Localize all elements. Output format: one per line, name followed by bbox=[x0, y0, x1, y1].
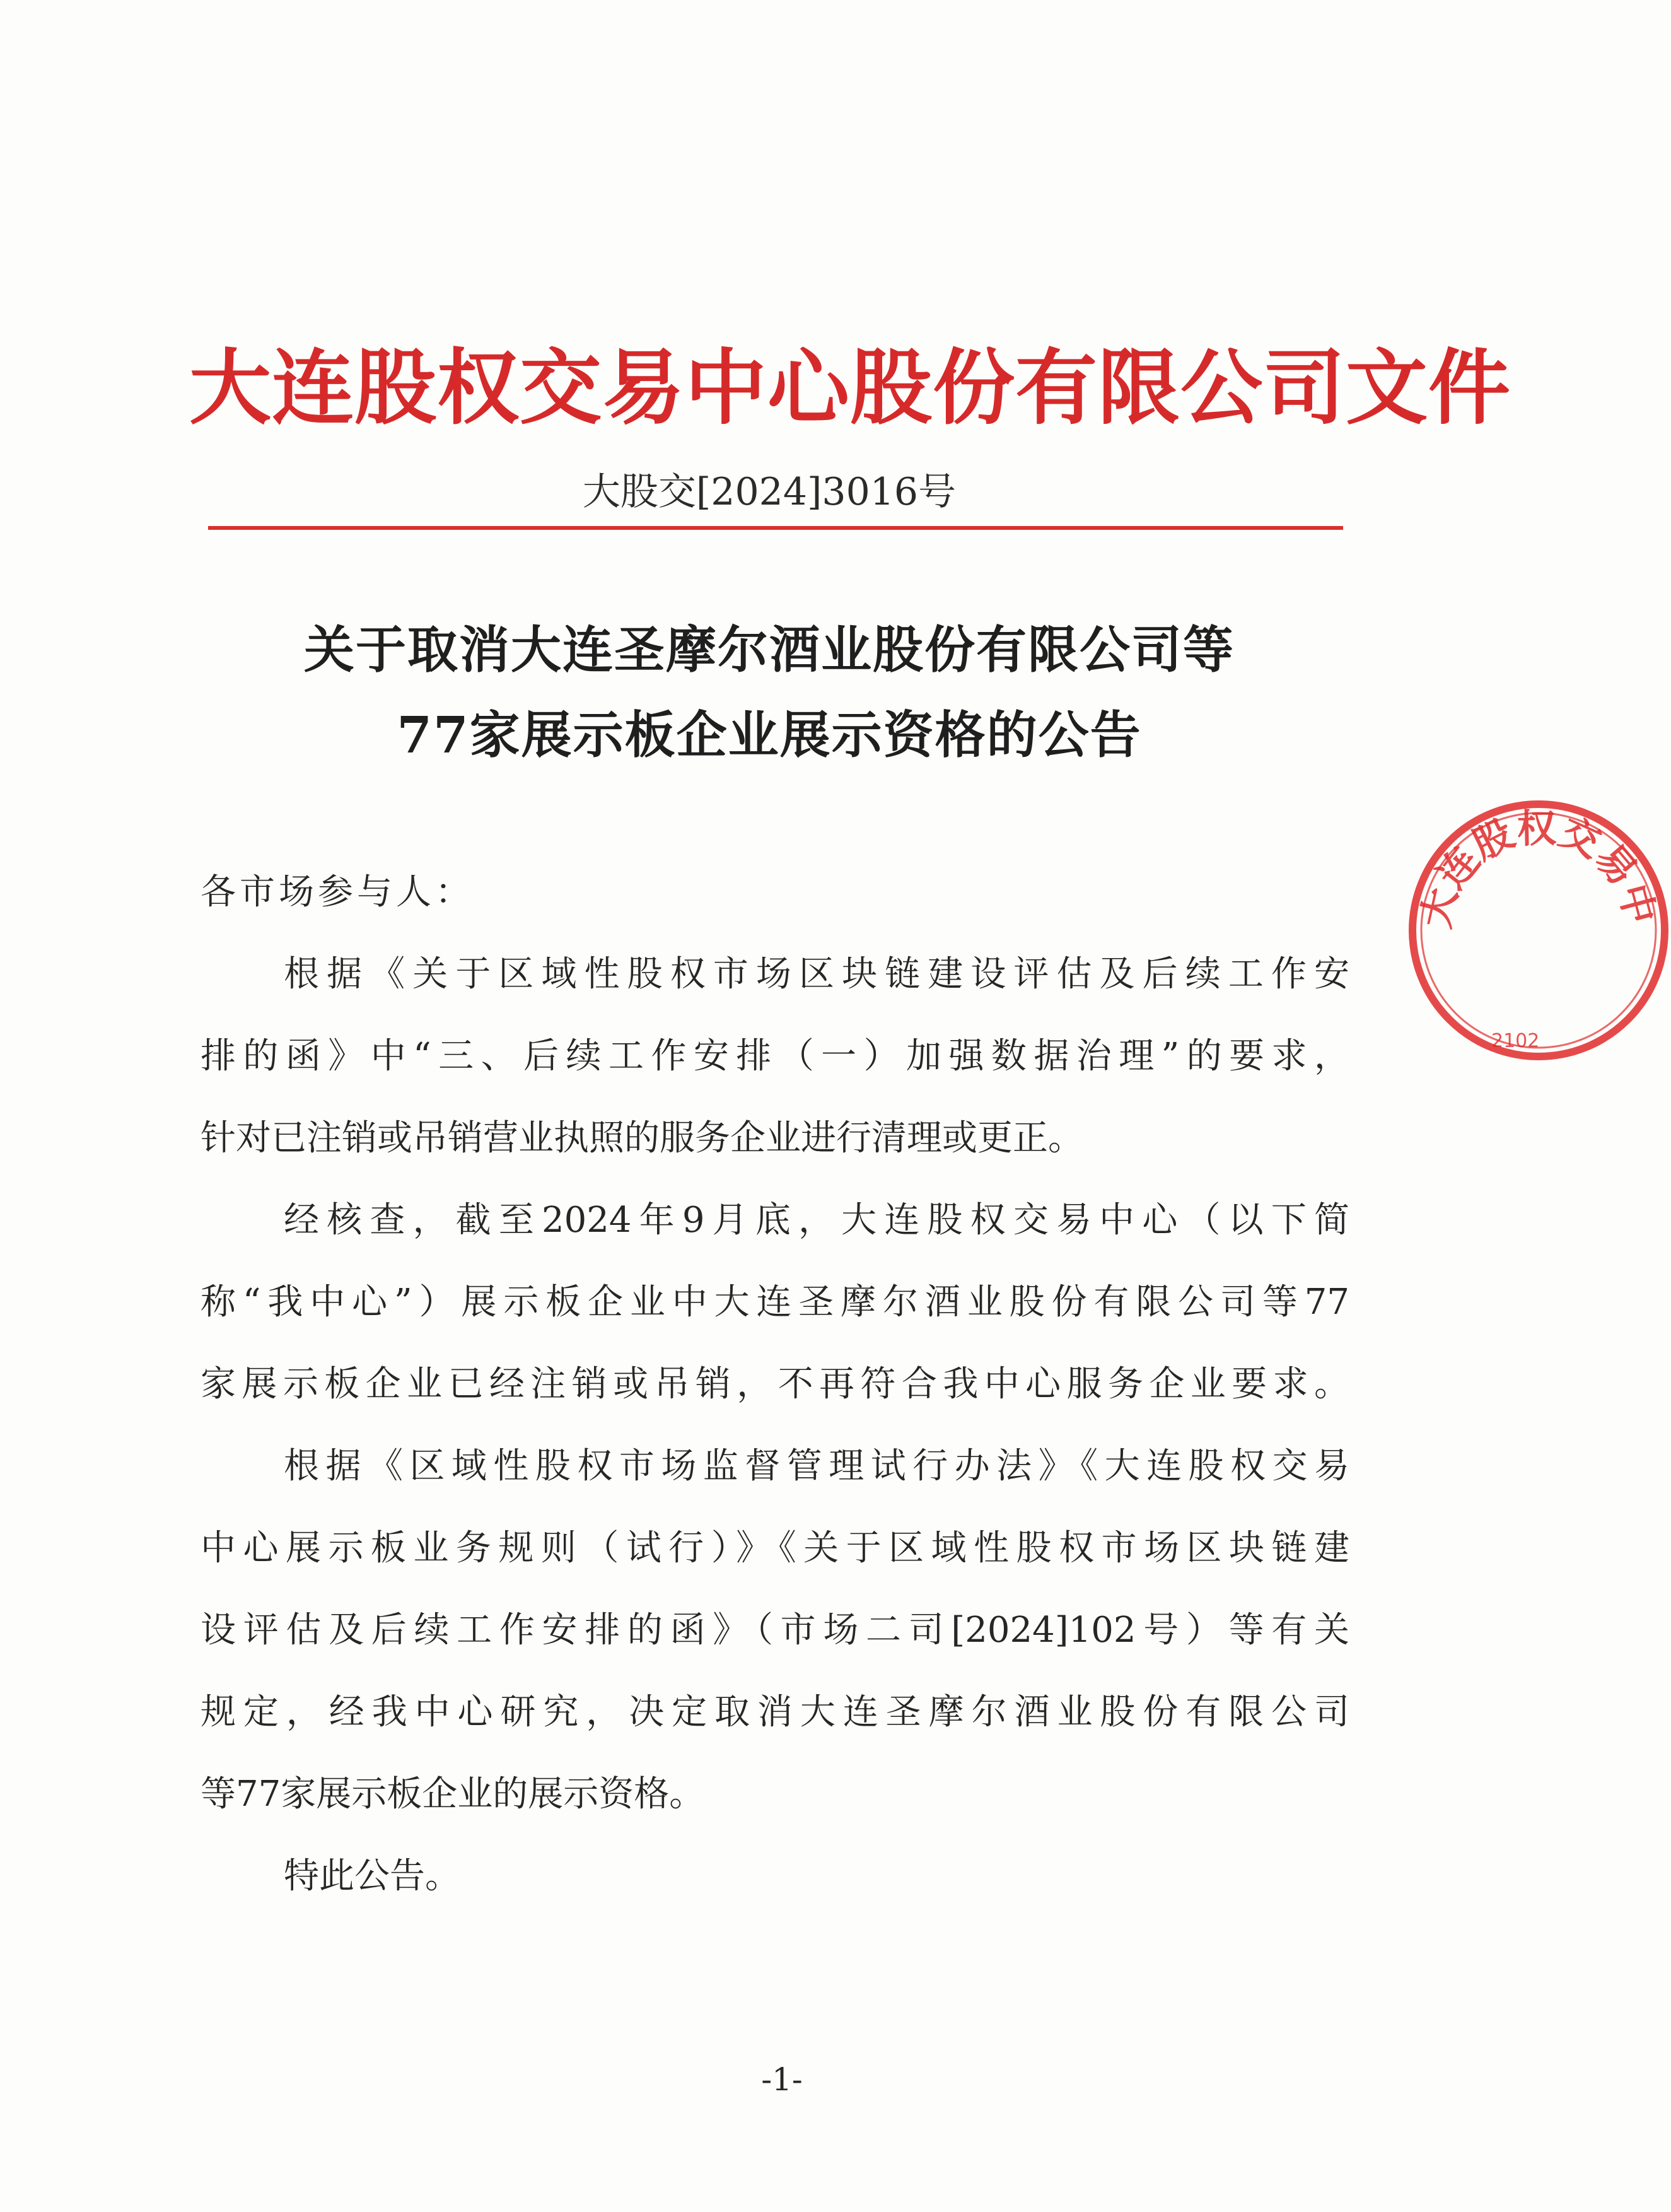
closing-line: 特此公告。 bbox=[284, 1856, 460, 1897]
paragraph-3-line-5: 等77家展示板企业的展示资格。 bbox=[201, 1774, 705, 1815]
paragraph-2-line-1: 经核查，截至2024年9月底，大连股权交易中心（以下简 bbox=[284, 1200, 1349, 1241]
salutation: 各市场参与人： bbox=[201, 872, 474, 913]
document-number: 大股交[2024]3016号 bbox=[582, 470, 957, 514]
page-number: -1- bbox=[761, 2061, 803, 2098]
red-divider-line bbox=[208, 526, 1343, 530]
official-seal-stamp bbox=[1406, 798, 1671, 1063]
announcement-title-line-2: 77家展示板企业展示资格的公告 bbox=[397, 705, 1142, 764]
masthead-title: 大连股权交易中心股份有限公司文件 bbox=[189, 340, 1511, 436]
paragraph-3-line-2: 中心展示板业务规则（试行）》《关于区域性股权市场区块链建 bbox=[201, 1528, 1349, 1569]
paragraph-3-line-1: 根据《区域性股权市场监督管理试行办法》《大连股权交易 bbox=[284, 1446, 1349, 1487]
announcement-title-line-1: 关于取消大连圣摩尔酒业股份有限公司等 bbox=[304, 620, 1235, 679]
paragraph-2-line-3: 家展示板企业已经注销或吊销，不再符合我中心服务企业要求。 bbox=[201, 1364, 1349, 1405]
paragraph-3-line-3: 设评估及后续工作安排的函》（市场二司[2024]102号）等有关 bbox=[201, 1610, 1349, 1651]
seal-text: 大连股权交易中 bbox=[1412, 805, 1665, 932]
paragraph-1-line-2: 排的函》中“三、后续工作安排（一）加强数据治理”的要求， bbox=[201, 1036, 1349, 1077]
paragraph-1-line-1: 根据《关于区域性股权市场区块链建设评估及后续工作安 bbox=[284, 954, 1349, 995]
seal-number: 2102 bbox=[1491, 1030, 1540, 1052]
paragraph-3-line-4: 规定，经我中心研究，决定取消大连圣摩尔酒业股份有限公司 bbox=[201, 1692, 1349, 1733]
paragraph-2-line-2: 称“我中心”）展示板企业中大连圣摩尔酒业股份有限公司等77 bbox=[201, 1282, 1349, 1323]
paragraph-1-line-3: 针对已注销或吊销营业执照的服务企业进行清理或更正。 bbox=[201, 1118, 1083, 1159]
